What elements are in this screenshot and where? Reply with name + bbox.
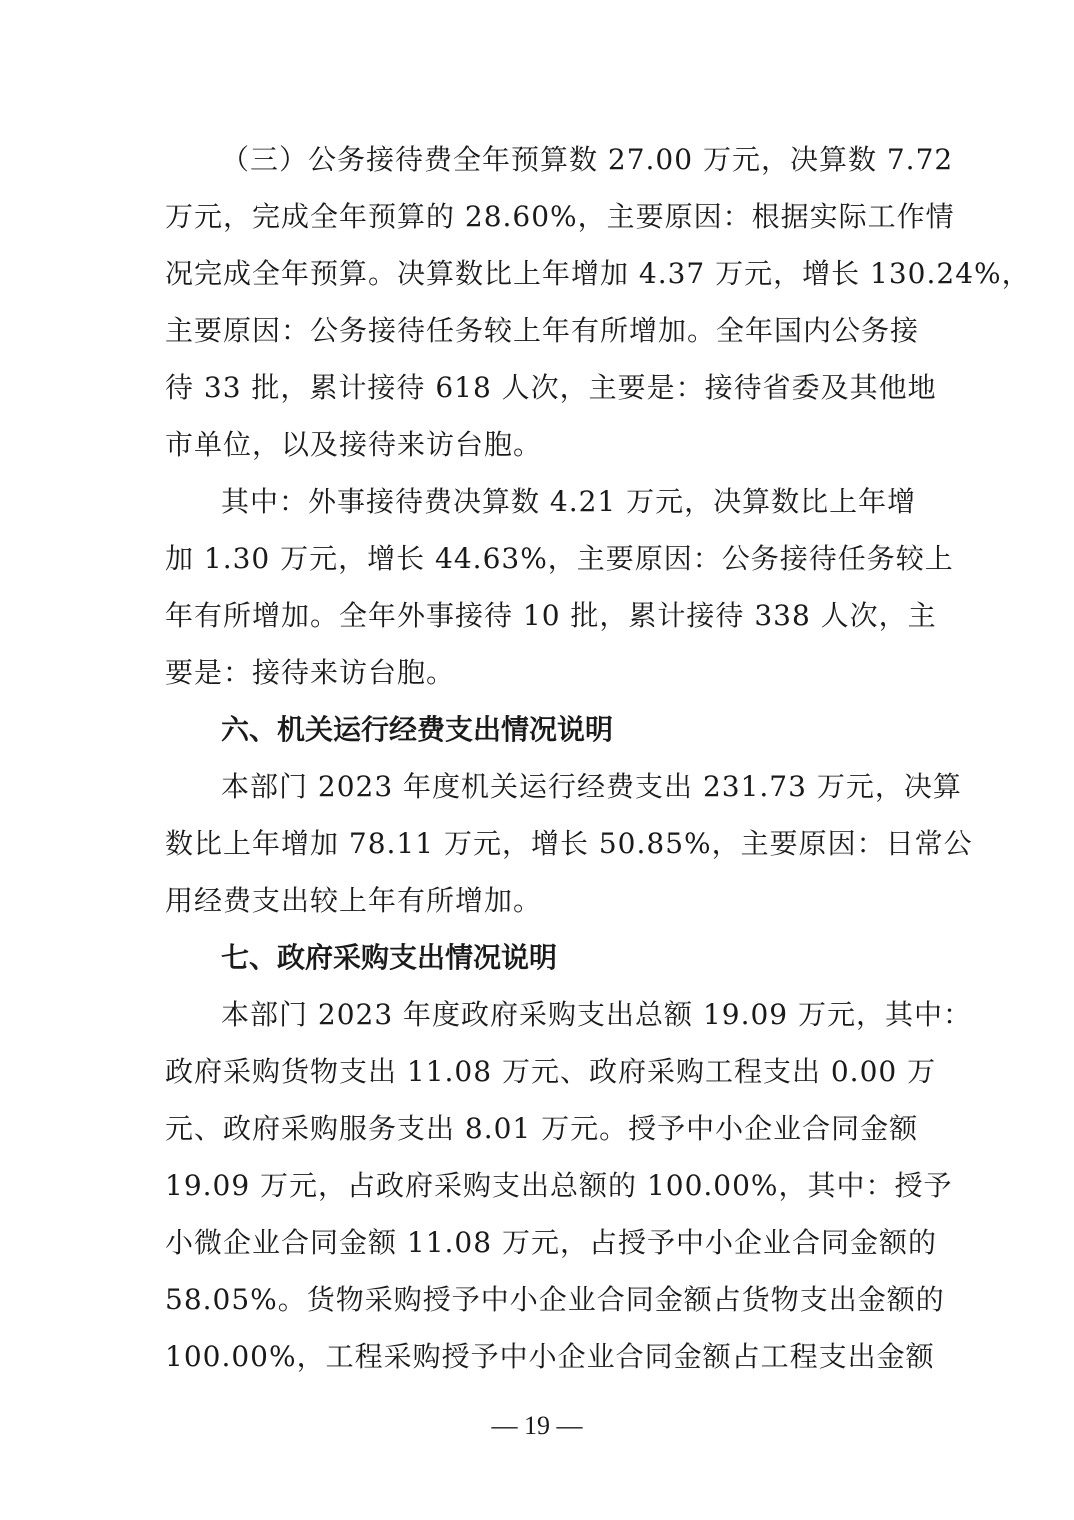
paragraph-line: 本部门 2023 年度政府采购支出总额 19.09 万元，其中： [221, 998, 973, 1031]
paragraph-line: （三）公务接待费全年预算数 27.00 万元，决算数 7.72 [221, 143, 954, 176]
paragraph-line: 政府采购货物支出 11.08 万元、政府采购工程支出 0.00 万 [165, 1055, 937, 1088]
paragraph-line: 本部门 2023 年度机关运行经费支出 231.73 万元，决算 [221, 770, 962, 803]
paragraph-line: 待 33 批，累计接待 618 人次，主要是：接待省委及其他地 [165, 371, 937, 404]
paragraph-line: 万元，完成全年预算的 28.60%，主要原因：根据实际工作情 [165, 200, 955, 233]
paragraph-line: 要是：接待来访台胞。 [165, 656, 456, 689]
paragraph-line: 加 1.30 万元，增长 44.63%，主要原因：公务接待任务较上 [165, 542, 954, 575]
paragraph-line: 年有所增加。全年外事接待 10 批，累计接待 338 人次，主 [165, 599, 937, 632]
paragraph-line: 元、政府采购服务支出 8.01 万元。授予中小企业合同金额 [165, 1112, 919, 1145]
paragraph-line: 数比上年增加 78.11 万元，增长 50.85%，主要原因：日常公 [165, 827, 973, 860]
paragraph-line: 主要原因：公务接待任务较上年有所增加。全年国内公务接 [165, 314, 920, 347]
page-number: — 19 — [491, 1411, 583, 1440]
paragraph-line: 19.09 万元，占政府采购支出总额的 100.00%，其中：授予 [165, 1169, 953, 1202]
paragraph-line: 市单位，以及接待来访台胞。 [165, 428, 543, 461]
section-heading: 六、机关运行经费支出情况说明 [221, 713, 614, 746]
paragraph-line: 小微企业合同金额 11.08 万元，占授予中小企业合同金额的 [165, 1226, 937, 1259]
paragraph-line: 其中：外事接待费决算数 4.21 万元，决算数比上年增 [221, 485, 917, 518]
paragraph-line: 100.00%，工程采购授予中小企业合同金额占工程支出金额 [165, 1340, 935, 1373]
paragraph-line: 58.05%。货物采购授予中小企业合同金额占货物支出金额的 [165, 1283, 945, 1316]
paragraph-line: 用经费支出较上年有所增加。 [165, 884, 543, 917]
paragraph-line: 况完成全年预算。决算数比上年增加 4.37 万元，增长 130.24%， [165, 257, 1031, 290]
section-heading: 七、政府采购支出情况说明 [221, 941, 558, 974]
